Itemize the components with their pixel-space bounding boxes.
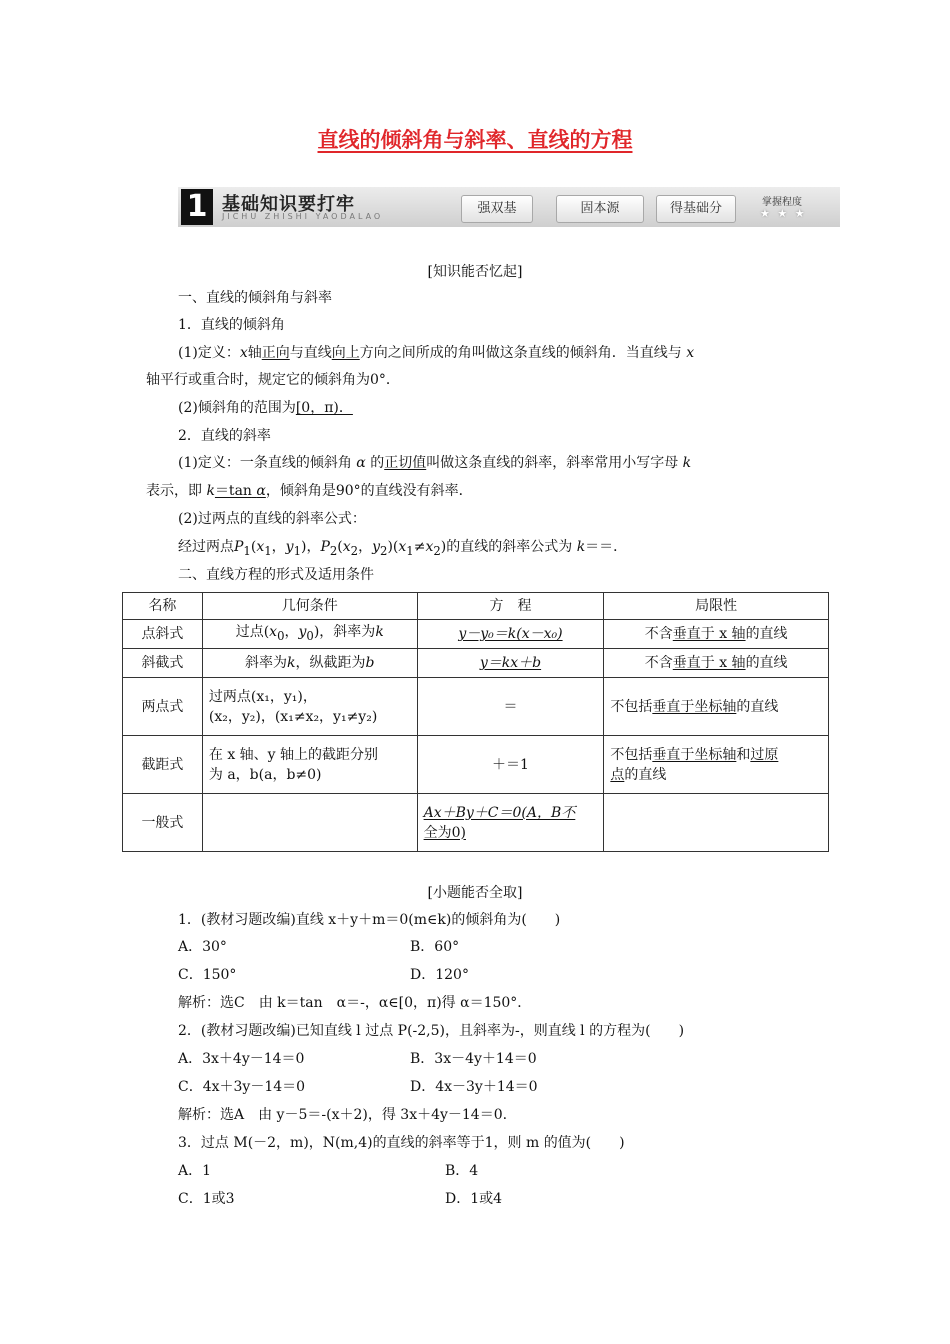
q1-option-d: D．120° bbox=[410, 967, 469, 983]
row-name: 截距式 bbox=[123, 736, 203, 794]
row-condition: 斜率为k，纵截距为b bbox=[202, 649, 417, 678]
heading-inclination: 1．直线的倾斜角 bbox=[178, 317, 285, 333]
table-row bbox=[123, 620, 829, 649]
row-limitation: 不包括垂直于坐标轴的直线 bbox=[604, 678, 829, 736]
table-row bbox=[123, 736, 829, 794]
basic-score-button[interactable]: 得基础分 bbox=[656, 195, 736, 223]
row-equation: y－y₀＝k(x－x₀) bbox=[417, 620, 604, 649]
row-name: 点斜式 bbox=[123, 620, 203, 649]
slope-formula-heading: (2)过两点的直线的斜率公式： bbox=[178, 511, 366, 527]
table-header: 几何条件 bbox=[202, 593, 417, 620]
table-header: 方 程 bbox=[417, 593, 604, 620]
line-equation-table bbox=[122, 592, 829, 852]
row-limitation: 不含垂直于 x 轴的直线 bbox=[604, 649, 829, 678]
q2-option-a: A．3x＋4y－14＝0 bbox=[178, 1051, 305, 1067]
row-condition bbox=[202, 794, 417, 852]
q3-option-c: C．1或3 bbox=[178, 1191, 235, 1207]
mastery-level-label: 掌握程度 bbox=[762, 197, 802, 208]
row-condition: 在 x 轴、y 轴上的截距分别 为 a，b(a，b≠0) bbox=[202, 736, 417, 794]
definition-slope: (1)定义：一条直线的倾斜角 α 的正切值叫做这条直线的斜率，斜率常用小写字母 k bbox=[178, 455, 692, 471]
row-name: 两点式 bbox=[123, 678, 203, 736]
banner-title: 基础知识要打牢 bbox=[222, 194, 355, 215]
q1-option-a: A．30° bbox=[178, 939, 227, 955]
row-name: 斜截式 bbox=[123, 649, 203, 678]
q3-option-b: B．4 bbox=[445, 1163, 479, 1179]
table-header: 局限性 bbox=[604, 593, 829, 620]
page-title: 直线的倾斜角与斜率、直线的方程 bbox=[317, 128, 633, 152]
row-limitation: 不包括垂直于坐标轴和过原 点的直线 bbox=[604, 736, 829, 794]
q2-solution: 解析：选A 由 y－5＝-(x＋2)，得 3x＋4y－14＝0. bbox=[178, 1107, 508, 1123]
definition-inclination-cont: 轴平行或重合时，规定它的倾斜角为0°． bbox=[146, 372, 400, 388]
slope-formula: 经过两点$P_1(x_1$，$y_1$)，$P_2(x_2$，$y_2)(x_1\ne x_2)$的直线的斜率公式为 k＝＝． bbox=[178, 539, 628, 558]
q3-option-a: A．1 bbox=[178, 1163, 212, 1179]
heading-slope: 2．直线的斜率 bbox=[178, 428, 271, 444]
question-2: 2．(教材习题改编)已知直线 l 过点 P(-2,5)，且斜率为-，则直线 l 的方程为( ) bbox=[178, 1023, 685, 1039]
table-header-row bbox=[123, 593, 829, 620]
row-limitation: 不含垂直于 x 轴的直线 bbox=[604, 620, 829, 649]
table-row bbox=[123, 794, 829, 852]
q3-option-d: D．1或4 bbox=[445, 1191, 503, 1207]
question-1: 1．(教材习题改编)直线 x＋y＋m＝0(m∈k)的倾斜角为( ) bbox=[178, 912, 561, 928]
q2-option-d: D．4x－3y＋14＝0 bbox=[410, 1079, 538, 1095]
row-equation: ＝ bbox=[417, 678, 604, 736]
table-header: 名称 bbox=[123, 593, 203, 620]
row-name: 一般式 bbox=[123, 794, 203, 852]
table-row bbox=[123, 678, 829, 736]
inclination-range: (2)倾斜角的范围为[0，π)． bbox=[178, 400, 353, 416]
q1-solution: 解析：选C 由 k＝tan α＝-，α∈[0，π)得 α＝150°． bbox=[178, 995, 532, 1011]
row-condition: 过点($x_0$，$y_0$)，斜率为k bbox=[202, 620, 417, 649]
star-icons: ★ ★ ★ bbox=[760, 207, 807, 220]
strengthen-basics-button[interactable]: 强双基 bbox=[461, 195, 533, 223]
q2-option-b: B．3x－4y＋14＝0 bbox=[410, 1051, 537, 1067]
row-condition: 过两点(x₁，y₁)， (x₂，y₂)，(x₁≠x₂，y₁≠y₂) bbox=[202, 678, 417, 736]
row-equation: y＝kx＋b bbox=[417, 649, 604, 678]
section-number: 1 bbox=[181, 189, 213, 225]
heading-one: 一、直线的倾斜角与斜率 bbox=[178, 290, 332, 306]
row-equation: ＋＝1 bbox=[417, 736, 604, 794]
section-heading-exercises: [小题能否全取] bbox=[427, 885, 523, 901]
definition-inclination: (1)定义：x轴正向与直线向上方向之间所成的角叫做这条直线的倾斜角．当直线与 x bbox=[178, 345, 695, 361]
consolidate-source-button[interactable]: 固本源 bbox=[556, 195, 644, 223]
row-limitation bbox=[604, 794, 829, 852]
section-heading-knowledge: [知识能否忆起] bbox=[427, 264, 523, 280]
question-3: 3．过点 M(－2，m)，N(m,4)的直线的斜率等于1，则 m 的值为( ) bbox=[178, 1135, 625, 1151]
q2-option-c: C．4x＋3y－14＝0 bbox=[178, 1079, 306, 1095]
q1-option-b: B．60° bbox=[410, 939, 460, 955]
section-banner bbox=[178, 187, 840, 227]
banner-subtitle: JICHU ZHISHI YAODALAO bbox=[222, 212, 384, 221]
definition-slope-cont: 表示，即 k＝tan α，倾斜角是90°的直线没有斜率． bbox=[146, 483, 473, 499]
table-row bbox=[123, 649, 829, 678]
row-equation: Ax＋By＋C＝0(A，B不 全为0) bbox=[417, 794, 604, 852]
heading-two: 二、直线方程的形式及适用条件 bbox=[178, 567, 374, 583]
q1-option-c: C．150° bbox=[178, 967, 237, 983]
